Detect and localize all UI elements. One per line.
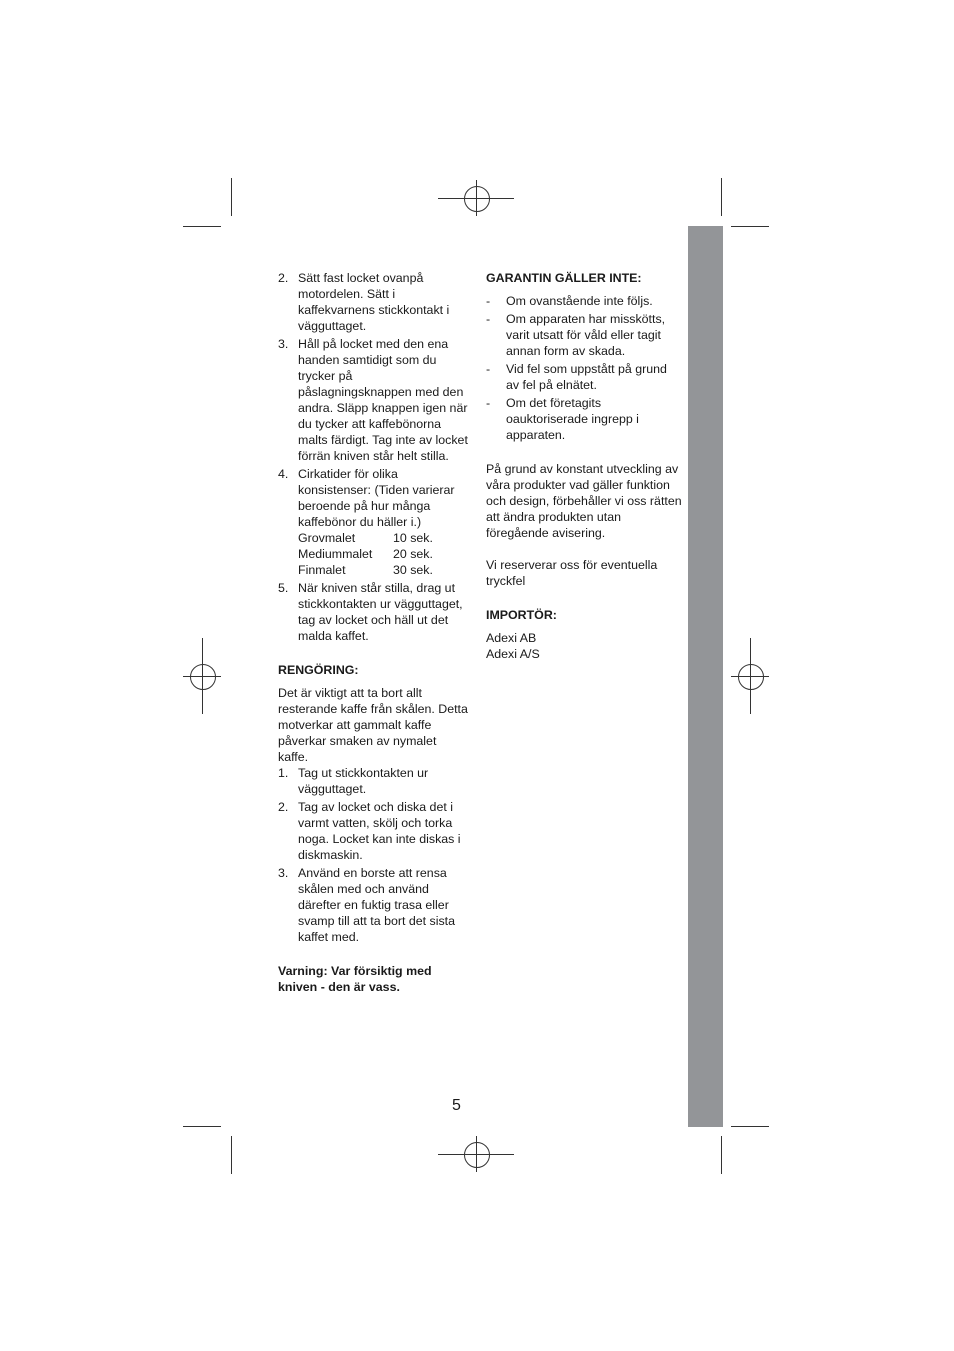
crop-mark (183, 1126, 221, 1127)
list-item: - Om apparaten har misskötts, varit utsatt för våld eller tagit annan form av skada. (486, 312, 666, 358)
grind-time-row: Mediummalet 20 sek. (298, 547, 433, 561)
crop-mark (721, 178, 722, 216)
list-item: 2. Tag av locket och diska det i varmt vatten, skölj och torka noga. Locket kan inte diskas i diskmaskin. (278, 800, 461, 862)
side-tab (688, 226, 723, 1127)
list-item: - Om det företagits oauktoriserade ingrepp i apparaten. (486, 396, 639, 442)
grind-time-row: Finmalet 30 sek. (298, 563, 433, 577)
warning-text: Varning: Var försiktig med kniven - den är vass. (278, 964, 432, 994)
crop-mark (183, 226, 221, 227)
grind-time-row: Grovmalet 10 sek. (298, 531, 433, 545)
misprint-note: Vi reserverar oss för eventuella tryckfel (486, 558, 658, 588)
list-item: - Vid fel som uppstått på grund av fel på elnätet. (486, 362, 667, 392)
crop-mark (231, 178, 232, 216)
list-item: 2. Sätt fast locket ovanpå motordelen. Sätt i kaffekvarnens stickkontakt i vägguttaget. (278, 271, 450, 333)
importer-name: Adexi A/S (486, 647, 540, 661)
development-note: På grund av konstant utveckling av våra produkter vad gäller funktion och design, förbehåller vi oss rätten att ändra produkten utan föregående avisering. (486, 462, 682, 540)
importer-name: Adexi AB (486, 631, 537, 645)
list-item: 5. När kniven står stilla, drag ut stickkontakten ur vägguttaget, tag av locket och häll ut det malda kaffet. (278, 581, 463, 643)
list-item: - Om ovanstående inte följs. (486, 294, 653, 308)
left-column (278, 270, 468, 995)
crop-mark (731, 226, 769, 227)
grind-time-table (298, 530, 468, 578)
crop-mark (731, 1126, 769, 1127)
crop-mark (721, 1136, 722, 1174)
cleaning-heading: RENGÖRING: (278, 663, 359, 677)
list-item: 1. Tag ut stickkontakten ur vägguttaget. (278, 766, 429, 796)
list-item: 3. Använd en borste att rensa skålen med och använd därefter en fuktig trasa eller svamp till att ta bort det sista kaffet med. (278, 866, 456, 944)
page-number: 5 (452, 1097, 461, 1114)
right-column (486, 270, 682, 662)
list-item: 4. Cirkatider för olika konsistenser: (Tiden varierar beroende på hur många kaffebönor du häller i.) Grovmalet 10 sek. Mediummalet 20 sek. Finmalet 30 sek. (278, 466, 468, 578)
cleaning-intro: Det är viktigt att ta bort allt resterande kaffe från skålen. Detta motverkar att gammalt kaffe påverkar smaken av nymalet kaffe. (278, 686, 468, 764)
warranty-heading: GARANTIN GÄLLER INTE: (486, 271, 642, 285)
importer-heading: IMPORTÖR: (486, 608, 557, 622)
list-item: 3. Håll på locket med den ena handen samtidigt som du trycker på påslagningsknappen med den andra. Släpp knappen igen när du tycker att kaffebönorna malts färdigt. Tag inte av locket förrän kniven står helt stilla. (278, 337, 468, 463)
crop-mark (231, 1136, 232, 1174)
